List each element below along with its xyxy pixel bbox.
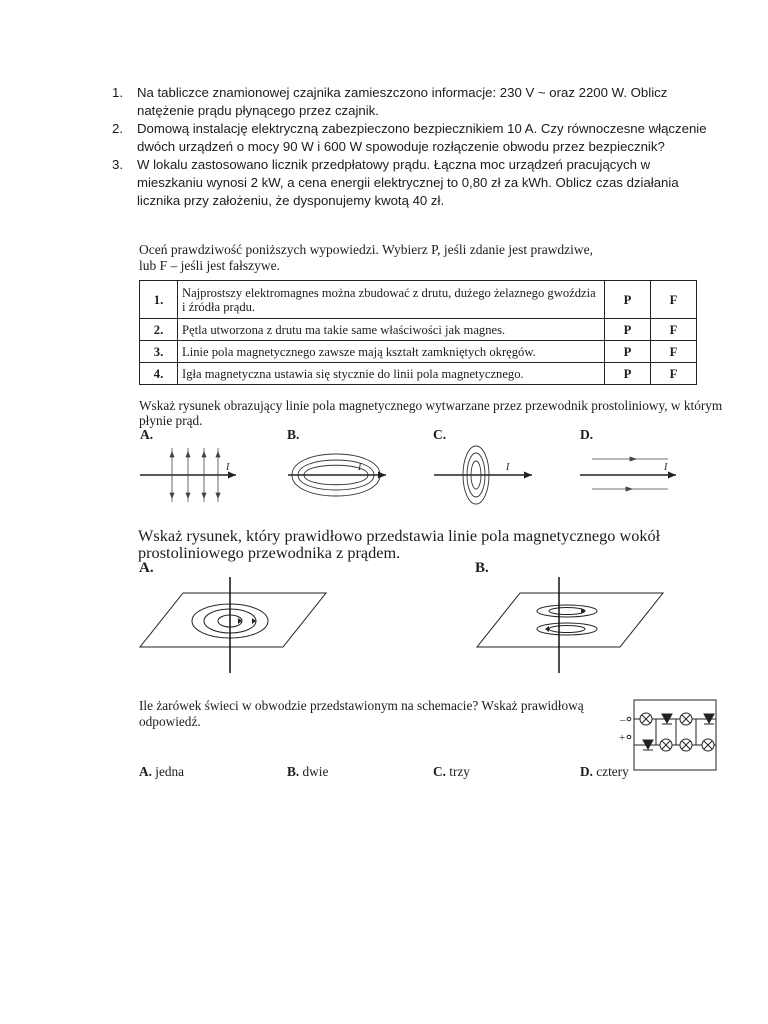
- option-label-c[interactable]: C.: [433, 427, 447, 442]
- task-2: [112, 120, 712, 156]
- minus-terminal: –: [620, 714, 626, 726]
- task-text: Na tabliczce znamionowej czajnika zamieszczono informacje: 230 V ~ oraz 2200 W. Oblicz natężenie prądu płynącego przez czajnik.: [137, 85, 668, 118]
- task-number: 2.: [112, 121, 123, 136]
- option-label-b[interactable]: B.: [287, 427, 300, 442]
- option-f[interactable]: F: [651, 341, 697, 363]
- answer-text: trzy: [449, 764, 470, 779]
- wire-question: Wskaż rysunek obrazujący linie pola magnetycznego wytwarzane przez przewodnik prostoliniowy, w którym płynie prąd.: [139, 398, 723, 428]
- plus-terminal: +: [619, 732, 626, 744]
- answer-text: cztery: [596, 764, 629, 779]
- current-label: I: [358, 462, 362, 473]
- option-f[interactable]: F: [651, 363, 697, 385]
- current-label: I: [664, 462, 668, 473]
- task-3: [112, 156, 712, 210]
- answer-a[interactable]: [139, 764, 184, 780]
- plane-question: Wskaż rysunek, który prawidłowo przedstawia linie pola magnetycznego wokół prostoliniowego przewodnika z prądem.: [138, 526, 661, 562]
- option-f[interactable]: F: [651, 281, 697, 319]
- task-text: Domową instalację elektryczną zabezpieczono bezpiecznikiem 10 A. Czy równoczesne włączenie dwóch urządzeń o mocy 90 W i 600 W spowoduje rozłączenie obwodu przez bezpiecznik?: [137, 121, 707, 154]
- row-number: 3.: [140, 341, 178, 363]
- option-label-a[interactable]: A.: [139, 560, 154, 576]
- option-f[interactable]: F: [651, 319, 697, 341]
- wire-figure-d[interactable]: [580, 442, 680, 508]
- option-p[interactable]: P: [605, 341, 651, 363]
- plane-figure-b[interactable]: [475, 575, 670, 675]
- wire-figure-c[interactable]: [434, 442, 534, 508]
- true-false-instruction: Oceń prawdziwość poniższych wypowiedzi. Wybierz P, jeśli zdanie jest prawdziwe, lub F – jeśli jest fałszywe.: [139, 242, 594, 273]
- answer-letter: B.: [287, 764, 300, 779]
- plane-figure-a[interactable]: [138, 575, 333, 675]
- option-p[interactable]: P: [605, 281, 651, 319]
- wire-figure-b[interactable]: [288, 442, 388, 508]
- option-label-a[interactable]: A.: [140, 427, 154, 442]
- table-row: [140, 363, 697, 385]
- option-label-d[interactable]: D.: [580, 427, 594, 442]
- option-label-b[interactable]: B.: [475, 560, 489, 576]
- answer-letter: D.: [580, 764, 593, 779]
- row-number: 2.: [140, 319, 178, 341]
- table-row: [140, 319, 697, 341]
- answer-b[interactable]: [287, 764, 328, 780]
- table-row: [140, 281, 697, 319]
- task-list: [112, 84, 712, 210]
- table-row: [140, 341, 697, 363]
- statement: Najprostszy elektromagnes można zbudować z drutu, dużego żelaznego gwoździa i źródła prądu.: [178, 281, 605, 319]
- task-1: [112, 84, 712, 120]
- answer-letter: A.: [139, 764, 152, 779]
- row-number: 1.: [140, 281, 178, 319]
- statement: Igła magnetyczna ustawia się stycznie do linii pola magnetycznego.: [178, 363, 605, 385]
- row-number: 4.: [140, 363, 178, 385]
- statement: Linie pola magnetycznego zawsze mają kształt zamkniętych okręgów.: [178, 341, 605, 363]
- option-p[interactable]: P: [605, 363, 651, 385]
- answer-text: jedna: [155, 764, 185, 779]
- current-label: I: [506, 462, 510, 473]
- bulb-circuit-diagram: [618, 695, 722, 775]
- wire-figure-a[interactable]: [140, 442, 240, 508]
- task-number: 1.: [112, 85, 123, 100]
- answer-c[interactable]: [433, 764, 470, 780]
- task-number: 3.: [112, 157, 123, 172]
- option-p[interactable]: P: [605, 319, 651, 341]
- true-false-table: [139, 280, 697, 385]
- answer-text: dwie: [302, 764, 329, 779]
- bulbs-question: Ile żarówek świeci w obwodzie przedstawionym na schemacie? Wskaż prawidłową odpowiedź.: [139, 698, 584, 729]
- task-text: W lokalu zastosowano licznik przedpłatowy prądu. Łączna moc urządzeń pracujących w mieszkaniu wynosi 2 kW, a cena energii elektrycznej to 0,80 zł za kWh. Oblicz czas działania licznika przy założeniu, że dysponujemy kwotą 40 zł.: [137, 157, 679, 208]
- current-label: I: [226, 462, 230, 473]
- answer-letter: C.: [433, 764, 446, 779]
- statement: Pętla utworzona z drutu ma takie same właściwości jak magnes.: [178, 319, 605, 341]
